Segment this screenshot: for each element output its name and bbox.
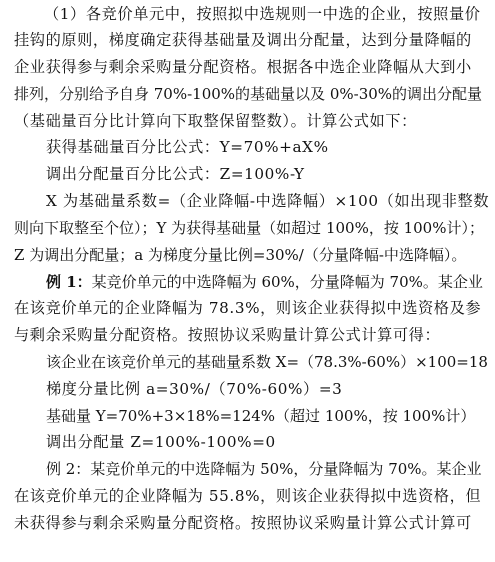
- paragraph-line: 在该竞价单元的企业降幅为 78.3%，则该企业获得拟中选资格及参: [14, 299, 482, 317]
- calc-line: 该企业在该竞价单元的基础量系数 X=（78.3%-60%）×100=18: [46, 353, 488, 371]
- calc-line: 调出分配量 Z=100%-100%=0: [46, 433, 276, 451]
- example-2-line: 例 2：某竞价单元的中选降幅为 50%，分量降幅为 70%。某企业: [46, 460, 482, 478]
- calc-line: 梯度分量比例 a=30%/（70%-60%）=3: [46, 380, 343, 398]
- example-1-line: [46, 272, 483, 292]
- paragraph-line: 未获得参与剩余采购量分配资格。按照协议采购量计算公式计算可: [14, 514, 472, 532]
- formula-line: 调出分配量百分比公式：Z=100%-Y: [46, 165, 305, 183]
- paragraph-line: （1）各竞价单元中，按照拟中选规则一中选的企业，按照量价: [44, 5, 481, 23]
- paragraph-line: 挂钩的原则，梯度确定获得基础量及调出分配量，达到分量降幅的: [14, 31, 472, 49]
- paragraph-line: Z 为调出分配量；a 为梯度分量比例=30%/（分量降幅-中选降幅）。: [14, 246, 467, 264]
- paragraph-line: 与剩余采购量分配资格。按照协议采购量计算公式计算可得：: [14, 326, 441, 344]
- example-1-label: 例 1：: [46, 273, 92, 291]
- paragraph-line: 则向下取整至个位）；Y 为获得基础量（如超过 100%，按 100%计）；: [14, 219, 484, 237]
- calc-line: 基础量 Y=70%+3×18%=124%（超过 100%，按 100%计）: [46, 407, 476, 425]
- paragraph-line: （基础量百分比计算向下取整保留整数）。计算公式如下：: [14, 112, 417, 130]
- formula-line: 获得基础量百分比公式：Y=70%+aX%: [46, 138, 329, 156]
- example-1-text: 某竞价单元的中选降幅为 60%，分量降幅为 70%。某企业: [91, 273, 483, 291]
- paragraph-line: 企业获得参与剩余采购量分配资格。根据各中选企业降幅从大到小: [14, 58, 472, 76]
- paragraph-line: X 为基础量系数=（企业降幅-中选降幅）×100（如出现非整数: [46, 192, 490, 210]
- paragraph-line: 排列，分别给予自身 70%-100%的基础量以及 0%-30%的调出分配量: [14, 85, 483, 103]
- paragraph-line: 在该竞价单元的企业降幅为 55.8%，则该企业获得拟中选资格，但: [14, 487, 482, 505]
